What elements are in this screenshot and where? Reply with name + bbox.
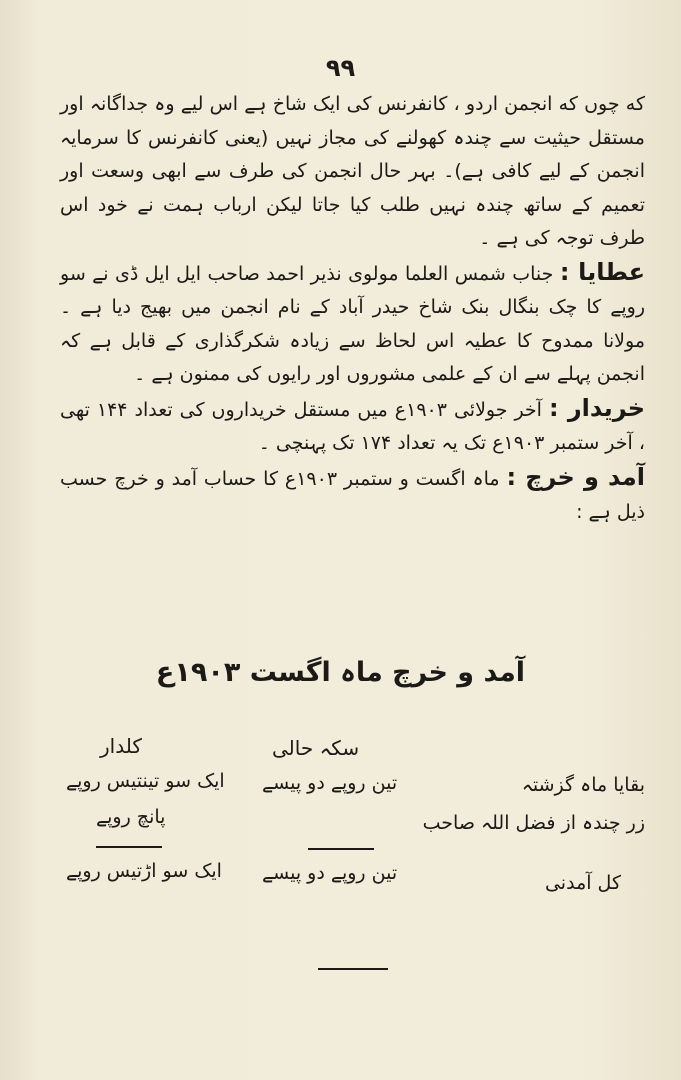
row-label: زر چندہ از فضل اللہ صاحب <box>422 812 645 834</box>
paragraph-text: جناب شمس العلما مولوی نذیر احمد صاحب ایل ایل ڈی نے سو روپے کا چک بنگال بنک شاخ حیدر آباد کے نام انجمن میں بھیج دیا ہے ۔ مولانا ممدوح کا عطیہ اس لحاظ سے زیادہ شکرگذاری کے قابل ہے کہ انجمن پہلے سے ان کے علمی مشوروں اور رایوں کی ممنون ہے ۔ <box>60 262 645 385</box>
total-label: کل آمدنی <box>544 872 621 894</box>
sum-rule-kaldar <box>96 846 162 848</box>
row-kaldar-value: پانچ روپے <box>96 806 166 828</box>
total-sikka-hali-value: تین روپے دو پیسے <box>262 862 398 884</box>
paragraph-text: آخر جولائی ۱۹۰۳ع میں مستقل خریداروں کی تعداد ۱۴۴ تھی ، آخر ستمبر ۱۹۰۳ع تک یہ تعداد ۱۷۴ تک پہنچی ۔ <box>60 398 645 454</box>
section-heading: عطایا : <box>559 257 645 286</box>
row-kaldar-value: ایک سو تینتیس روپے <box>66 770 225 792</box>
body-text <box>60 88 645 530</box>
row-label: بقایا ماہ گزشتہ <box>521 774 645 796</box>
paragraph-donations <box>60 256 645 392</box>
account-title: آمد و خرچ ماہ اگست ۱۹۰۳ع <box>155 657 526 688</box>
total-kaldar-value: ایک سو اڑتیس روپے <box>66 860 222 882</box>
paragraph-text: ماہ اگست و ستمبر ۱۹۰۳ع کا حساب آمد و خرچ حسب ذیل ہے : <box>60 467 645 523</box>
section-heading: آمد و خرچ : <box>506 462 646 491</box>
page-number: ۹۹ <box>325 54 356 82</box>
column-header-kaldar: کلدار <box>100 734 142 758</box>
paragraph-accounts <box>60 461 645 530</box>
column-header-sikka-hali: سکہ حالی <box>272 736 360 760</box>
paragraph-intro <box>60 88 645 256</box>
row-sikka-hali-value: تین روپے دو پیسے <box>262 772 398 794</box>
sum-rule-sikka-hali <box>308 848 374 850</box>
paragraph-subscribers <box>60 392 645 461</box>
end-rule <box>318 968 388 970</box>
section-heading: خریدار : <box>548 393 646 422</box>
paragraph-text: که چوں که انجمن اردو ، کانفرنس کی ایک شاخ ہے اس لیے وہ جداگانہ اور مستقل حیثیت سے چندہ کھولنے کی مجاز نہیں (یعنی کانفرنس کا سرمایہ انجمن کے لیے کافی ہے)۔ بہر حال انجمن کی طرف سے ابھی وسعت اور تعمیم کے ساتھ چندہ نہیں طلب کیا جاتا لیکن ارباب ہمت نے خود اس طرف توجہ کی ہے ۔ <box>60 93 645 249</box>
